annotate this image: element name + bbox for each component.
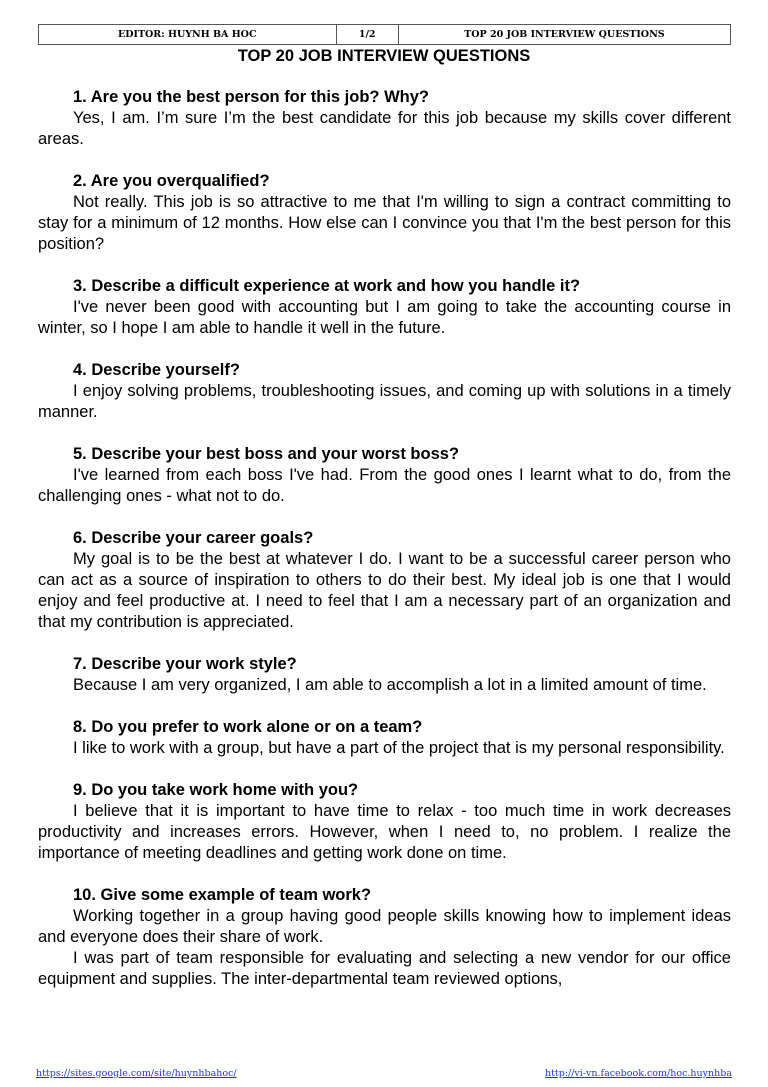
answer-paragraph: My goal is to be the best at whatever I do. I want to be a successful career person who can act as a source of inspiration to others to do their best. My ideal job is one that I would enjoy and feel productive at. I need to feel that I am a necessary part of an organization and that my contribution is appreciated. bbox=[38, 550, 731, 631]
question-block bbox=[38, 360, 731, 423]
answer-paragraph: I like to work with a group, but have a part of the project that is my personal responsibility. bbox=[73, 739, 725, 757]
header-title: TOP 20 JOB INTERVIEW QUESTIONS bbox=[398, 25, 730, 45]
question-block bbox=[38, 885, 731, 990]
question-block bbox=[38, 276, 731, 339]
question-heading: 6. Describe your career goals? bbox=[73, 529, 314, 547]
question-heading: 10. Give some example of team work? bbox=[73, 886, 372, 904]
answer-paragraph: Not really. This job is so attractive to me that I'm willing to sign a contract committing to stay for a minimum of 12 months. How else can I convince you that I'm the best person for this position? bbox=[38, 193, 731, 253]
question-block bbox=[38, 654, 731, 696]
question-heading: 1. Are you the best person for this job? Why? bbox=[73, 88, 429, 106]
answer-paragraph: Because I am very organized, I am able to accomplish a lot in a limited amount of time. bbox=[73, 676, 707, 694]
question-heading: 3. Describe a difficult experience at work and how you handle it? bbox=[73, 277, 581, 295]
question-heading: 8. Do you prefer to work alone or on a team? bbox=[73, 718, 423, 736]
header-page-number: 1/2 bbox=[336, 25, 398, 45]
page-footer bbox=[36, 1068, 732, 1080]
page-header bbox=[38, 24, 731, 45]
facebook-link[interactable]: http://vi-vn.facebook.com/hoc.huynhba bbox=[545, 1068, 732, 1079]
answer-paragraph: I enjoy solving problems, troubleshooting issues, and coming up with solutions in a timely manner. bbox=[38, 382, 731, 421]
answer-paragraph: Working together in a group having good people skills knowing how to implement ideas and everyone does their share of work. bbox=[38, 907, 731, 946]
answer-paragraph: I believe that it is important to have time to relax - too much time in work decreases productivity and increases errors. However, when I need to, no problem. I realize the importance of meeting deadlines and getting work done on time. bbox=[38, 802, 731, 862]
question-block bbox=[38, 87, 731, 150]
google-sites-link[interactable]: https://sites.google.com/site/huynhbahoc/ bbox=[36, 1068, 237, 1079]
question-block bbox=[38, 171, 731, 255]
question-heading: 9. Do you take work home with you? bbox=[73, 781, 359, 799]
header-editor: EDITOR: HUYNH BA HOC bbox=[39, 25, 337, 45]
question-block bbox=[38, 444, 731, 507]
answer-paragraph: I've learned from each boss I've had. From the good ones I learnt what to do, from the challenging ones - what not to do. bbox=[38, 466, 731, 505]
question-block bbox=[38, 717, 731, 759]
question-heading: 2. Are you overqualified? bbox=[73, 172, 270, 190]
answer-paragraph: I was part of team responsible for evaluating and selecting a new vendor for our office equipment and supplies. The inter-departmental team reviewed options, bbox=[38, 949, 731, 988]
answer-paragraph: I've never been good with accounting but I am going to take the accounting course in winter, so I hope I am able to handle it well in the future. bbox=[38, 298, 731, 337]
question-heading: 5. Describe your best boss and your worst boss? bbox=[73, 445, 460, 463]
document-title: TOP 20 JOB INTERVIEW QUESTIONS bbox=[237, 47, 531, 65]
question-block bbox=[38, 528, 731, 633]
answer-paragraph: Yes, I am. I’m sure I’m the best candidate for this job because my skills cover different areas. bbox=[38, 109, 731, 148]
questions-list bbox=[38, 87, 731, 1011]
question-heading: 7. Describe your work style? bbox=[73, 655, 297, 673]
question-heading: 4. Describe yourself? bbox=[73, 361, 240, 379]
question-block bbox=[38, 780, 731, 864]
